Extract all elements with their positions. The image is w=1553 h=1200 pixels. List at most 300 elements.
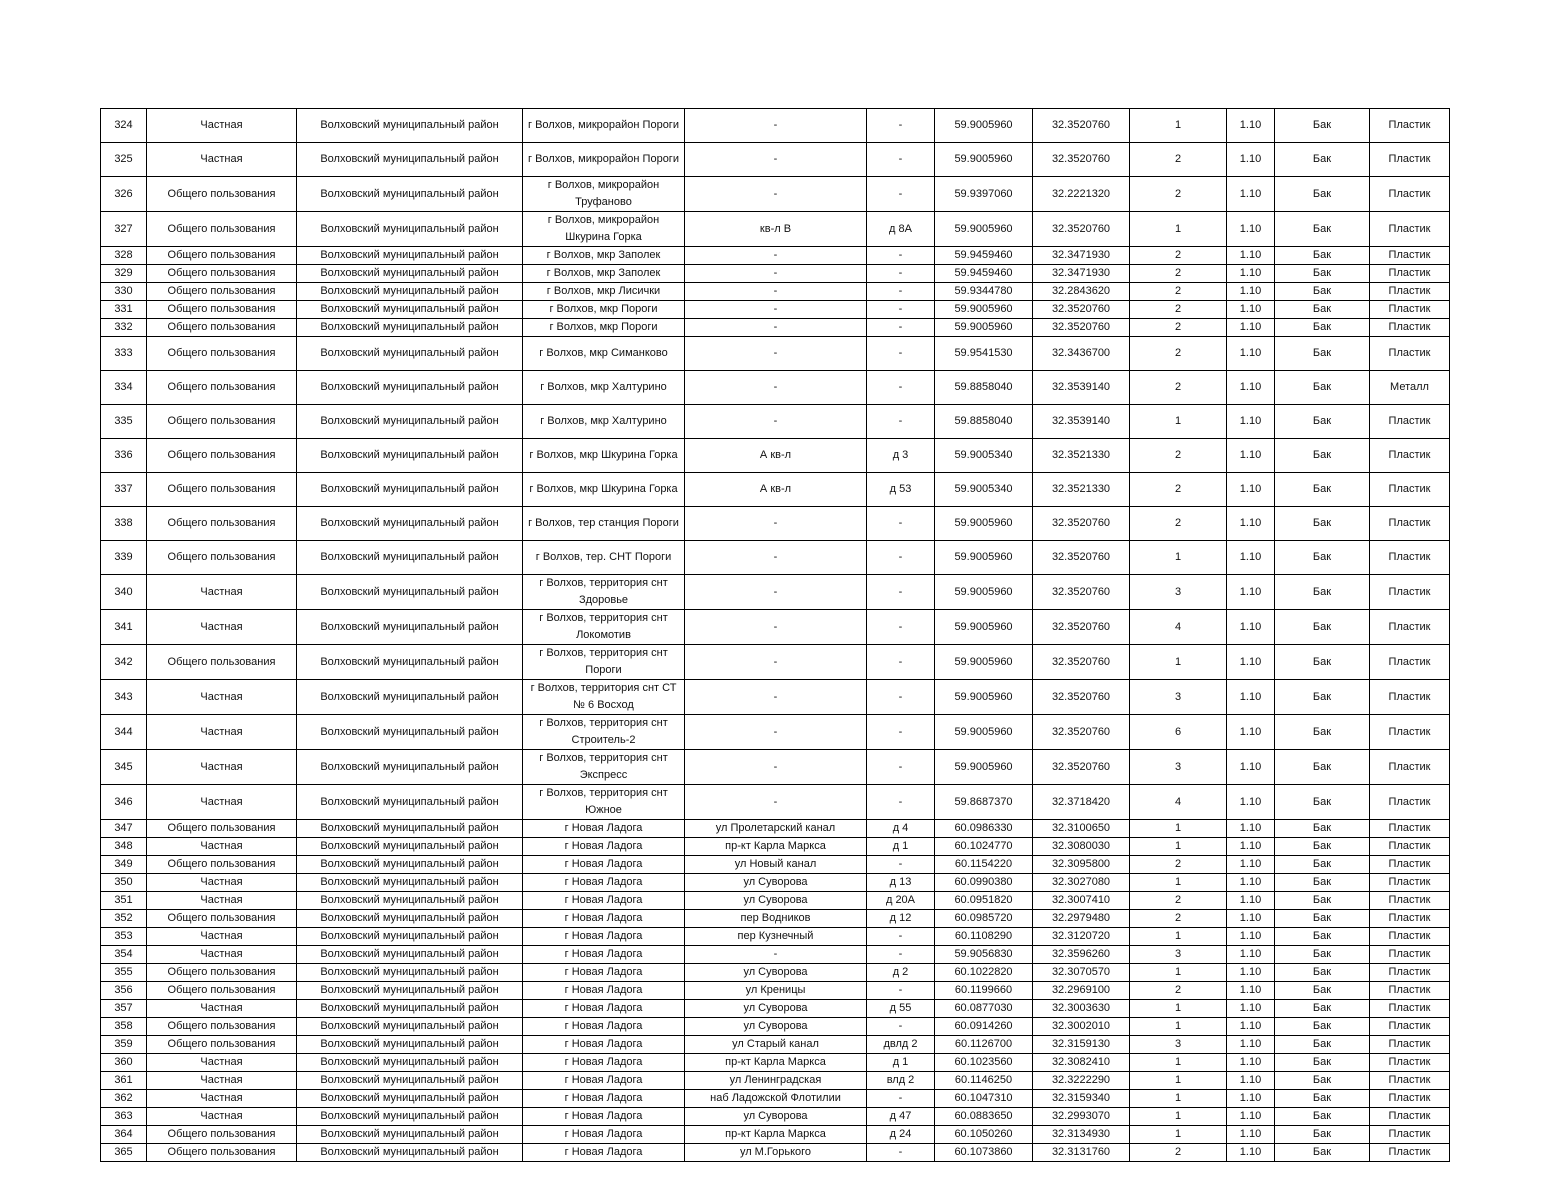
ownership-cell: Общего пользования xyxy=(147,507,297,541)
container-count-cell: 2 xyxy=(1130,247,1227,265)
latitude-cell: 60.1024770 xyxy=(935,838,1033,856)
container-type-cell: Бак xyxy=(1275,177,1370,212)
container-type-cell: Бак xyxy=(1275,1018,1370,1036)
street-cell: кв-л В xyxy=(685,212,867,247)
table-row xyxy=(101,715,1450,750)
locality-cell: г Волхов, мкр Лисички xyxy=(523,283,685,301)
longitude-cell: 32.3520760 xyxy=(1033,715,1130,750)
material-cell: Пластик xyxy=(1370,575,1450,610)
latitude-cell: 59.9005960 xyxy=(935,301,1033,319)
container-count-cell: 1 xyxy=(1130,1072,1227,1090)
street-cell: - xyxy=(685,715,867,750)
row-number-cell: 324 xyxy=(101,109,147,143)
latitude-cell: 59.9005960 xyxy=(935,575,1033,610)
table-row xyxy=(101,109,1450,143)
district-cell: Волховский муниципальный район xyxy=(297,680,523,715)
street-cell: пр-кт Карла Маркса xyxy=(685,1054,867,1072)
latitude-cell: 60.1050260 xyxy=(935,1126,1033,1144)
volume-cell: 1.10 xyxy=(1227,319,1275,337)
ownership-cell: Общего пользования xyxy=(147,856,297,874)
volume-cell: 1.10 xyxy=(1227,785,1275,820)
row-number-cell: 329 xyxy=(101,265,147,283)
container-count-cell: 1 xyxy=(1130,1090,1227,1108)
row-number-cell: 342 xyxy=(101,645,147,680)
house-cell: - xyxy=(867,371,935,405)
container-count-cell: 3 xyxy=(1130,575,1227,610)
table-row xyxy=(101,319,1450,337)
material-cell: Пластик xyxy=(1370,301,1450,319)
volume-cell: 1.10 xyxy=(1227,212,1275,247)
container-type-cell: Бак xyxy=(1275,946,1370,964)
locality-cell: г Волхов, территория снт Экспресс xyxy=(523,750,685,785)
row-number-cell: 339 xyxy=(101,541,147,575)
container-type-cell: Бак xyxy=(1275,785,1370,820)
ownership-cell: Общего пользования xyxy=(147,910,297,928)
container-count-cell: 3 xyxy=(1130,750,1227,785)
latitude-cell: 60.0985720 xyxy=(935,910,1033,928)
district-cell: Волховский муниципальный район xyxy=(297,247,523,265)
locality-cell: г Волхов, территория снт Строитель-2 xyxy=(523,715,685,750)
row-number-cell: 335 xyxy=(101,405,147,439)
district-cell: Волховский муниципальный район xyxy=(297,143,523,177)
material-cell: Пластик xyxy=(1370,283,1450,301)
district-cell: Волховский муниципальный район xyxy=(297,610,523,645)
house-cell: - xyxy=(867,247,935,265)
volume-cell: 1.10 xyxy=(1227,439,1275,473)
district-cell: Волховский муниципальный район xyxy=(297,715,523,750)
house-cell: - xyxy=(867,575,935,610)
container-type-cell: Бак xyxy=(1275,715,1370,750)
table-row xyxy=(101,265,1450,283)
volume-cell: 1.10 xyxy=(1227,680,1275,715)
ownership-cell: Частная xyxy=(147,1090,297,1108)
volume-cell: 1.10 xyxy=(1227,1108,1275,1126)
district-cell: Волховский муниципальный район xyxy=(297,177,523,212)
locality-cell: г Новая Ладога xyxy=(523,1090,685,1108)
latitude-cell: 59.9005960 xyxy=(935,680,1033,715)
ownership-cell: Частная xyxy=(147,1072,297,1090)
longitude-cell: 32.3471930 xyxy=(1033,265,1130,283)
container-count-cell: 3 xyxy=(1130,946,1227,964)
house-cell: - xyxy=(867,645,935,680)
locality-cell: г Новая Ладога xyxy=(523,1072,685,1090)
longitude-cell: 32.2969100 xyxy=(1033,982,1130,1000)
container-type-cell: Бак xyxy=(1275,301,1370,319)
street-cell: - xyxy=(685,265,867,283)
house-cell: влд 2 xyxy=(867,1072,935,1090)
table-row xyxy=(101,1108,1450,1126)
district-cell: Волховский муниципальный район xyxy=(297,874,523,892)
locality-cell: г Волхов, мкр Заполек xyxy=(523,247,685,265)
locality-cell: г Новая Ладога xyxy=(523,982,685,1000)
latitude-cell: 60.1199660 xyxy=(935,982,1033,1000)
table-row xyxy=(101,143,1450,177)
material-cell: Пластик xyxy=(1370,820,1450,838)
latitude-cell: 59.9541530 xyxy=(935,337,1033,371)
district-cell: Волховский муниципальный район xyxy=(297,1054,523,1072)
locality-cell: г Новая Ладога xyxy=(523,820,685,838)
house-cell: д 8А xyxy=(867,212,935,247)
district-cell: Волховский муниципальный район xyxy=(297,1000,523,1018)
material-cell: Пластик xyxy=(1370,680,1450,715)
locality-cell: г Волхов, тер станция Пороги xyxy=(523,507,685,541)
container-type-cell: Бак xyxy=(1275,964,1370,982)
district-cell: Волховский муниципальный район xyxy=(297,1036,523,1054)
table-row xyxy=(101,283,1450,301)
house-cell: - xyxy=(867,680,935,715)
table-row xyxy=(101,439,1450,473)
longitude-cell: 32.3436700 xyxy=(1033,337,1130,371)
house-cell: двлд 2 xyxy=(867,1036,935,1054)
locality-cell: г Волхов, микрорайон Пороги xyxy=(523,109,685,143)
volume-cell: 1.10 xyxy=(1227,645,1275,680)
district-cell: Волховский муниципальный район xyxy=(297,109,523,143)
longitude-cell: 32.3070570 xyxy=(1033,964,1130,982)
latitude-cell: 59.8687370 xyxy=(935,785,1033,820)
container-type-cell: Бак xyxy=(1275,1000,1370,1018)
ownership-cell: Частная xyxy=(147,715,297,750)
district-cell: Волховский муниципальный район xyxy=(297,856,523,874)
street-cell: - xyxy=(685,109,867,143)
table-row xyxy=(101,473,1450,507)
district-cell: Волховский муниципальный район xyxy=(297,982,523,1000)
material-cell: Пластик xyxy=(1370,785,1450,820)
house-cell: д 2 xyxy=(867,964,935,982)
table-row xyxy=(101,892,1450,910)
street-cell: - xyxy=(685,946,867,964)
container-count-cell: 1 xyxy=(1130,1000,1227,1018)
ownership-cell: Частная xyxy=(147,946,297,964)
ownership-cell: Общего пользования xyxy=(147,283,297,301)
district-cell: Волховский муниципальный район xyxy=(297,507,523,541)
house-cell: - xyxy=(867,265,935,283)
row-number-cell: 360 xyxy=(101,1054,147,1072)
locality-cell: г Волхов, микрорайон Труфаново xyxy=(523,177,685,212)
house-cell: - xyxy=(867,177,935,212)
locality-cell: г Волхов, мкр Халтурино xyxy=(523,371,685,405)
ownership-cell: Частная xyxy=(147,874,297,892)
table-row xyxy=(101,247,1450,265)
latitude-cell: 59.9344780 xyxy=(935,283,1033,301)
district-cell: Волховский муниципальный район xyxy=(297,1108,523,1126)
volume-cell: 1.10 xyxy=(1227,1054,1275,1072)
longitude-cell: 32.3520760 xyxy=(1033,645,1130,680)
ownership-cell: Общего пользования xyxy=(147,337,297,371)
volume-cell: 1.10 xyxy=(1227,301,1275,319)
row-number-cell: 359 xyxy=(101,1036,147,1054)
volume-cell: 1.10 xyxy=(1227,1036,1275,1054)
volume-cell: 1.10 xyxy=(1227,1000,1275,1018)
ownership-cell: Частная xyxy=(147,1000,297,1018)
volume-cell: 1.10 xyxy=(1227,575,1275,610)
row-number-cell: 358 xyxy=(101,1018,147,1036)
longitude-cell: 32.3520760 xyxy=(1033,109,1130,143)
district-cell: Волховский муниципальный район xyxy=(297,910,523,928)
house-cell: д 55 xyxy=(867,1000,935,1018)
material-cell: Пластик xyxy=(1370,856,1450,874)
street-cell: - xyxy=(685,785,867,820)
locality-cell: г Новая Ладога xyxy=(523,964,685,982)
house-cell: - xyxy=(867,750,935,785)
table-row xyxy=(101,1018,1450,1036)
volume-cell: 1.10 xyxy=(1227,1126,1275,1144)
table-row xyxy=(101,1144,1450,1162)
street-cell: - xyxy=(685,645,867,680)
material-cell: Металл xyxy=(1370,371,1450,405)
row-number-cell: 336 xyxy=(101,439,147,473)
longitude-cell: 32.3539140 xyxy=(1033,371,1130,405)
container-type-cell: Бак xyxy=(1275,283,1370,301)
ownership-cell: Частная xyxy=(147,610,297,645)
ownership-cell: Общего пользования xyxy=(147,265,297,283)
district-cell: Волховский муниципальный район xyxy=(297,946,523,964)
material-cell: Пластик xyxy=(1370,109,1450,143)
container-type-cell: Бак xyxy=(1275,928,1370,946)
ownership-cell: Общего пользования xyxy=(147,247,297,265)
latitude-cell: 59.9459460 xyxy=(935,265,1033,283)
street-cell: - xyxy=(685,541,867,575)
table-row xyxy=(101,1090,1450,1108)
table-row xyxy=(101,982,1450,1000)
container-type-cell: Бак xyxy=(1275,1072,1370,1090)
longitude-cell: 32.3134930 xyxy=(1033,1126,1130,1144)
container-type-cell: Бак xyxy=(1275,575,1370,610)
volume-cell: 1.10 xyxy=(1227,856,1275,874)
table-row xyxy=(101,337,1450,371)
longitude-cell: 32.2221320 xyxy=(1033,177,1130,212)
longitude-cell: 32.3095800 xyxy=(1033,856,1130,874)
house-cell: - xyxy=(867,928,935,946)
latitude-cell: 60.0986330 xyxy=(935,820,1033,838)
material-cell: Пластик xyxy=(1370,439,1450,473)
row-number-cell: 332 xyxy=(101,319,147,337)
table-row xyxy=(101,177,1450,212)
row-number-cell: 325 xyxy=(101,143,147,177)
material-cell: Пластик xyxy=(1370,874,1450,892)
row-number-cell: 347 xyxy=(101,820,147,838)
latitude-cell: 60.0877030 xyxy=(935,1000,1033,1018)
latitude-cell: 60.1047310 xyxy=(935,1090,1033,1108)
container-count-cell: 2 xyxy=(1130,371,1227,405)
ownership-cell: Частная xyxy=(147,109,297,143)
house-cell: д 12 xyxy=(867,910,935,928)
street-cell: ул Суворова xyxy=(685,1108,867,1126)
row-number-cell: 348 xyxy=(101,838,147,856)
material-cell: Пластик xyxy=(1370,337,1450,371)
ownership-cell: Частная xyxy=(147,928,297,946)
row-number-cell: 327 xyxy=(101,212,147,247)
longitude-cell: 32.3718420 xyxy=(1033,785,1130,820)
locality-cell: г Новая Ладога xyxy=(523,874,685,892)
container-type-cell: Бак xyxy=(1275,212,1370,247)
longitude-cell: 32.3471930 xyxy=(1033,247,1130,265)
material-cell: Пластик xyxy=(1370,1072,1450,1090)
street-cell: - xyxy=(685,247,867,265)
table-row xyxy=(101,750,1450,785)
row-number-cell: 363 xyxy=(101,1108,147,1126)
locality-cell: г Волхов, территория снт Локомотив xyxy=(523,610,685,645)
row-number-cell: 361 xyxy=(101,1072,147,1090)
container-count-cell: 4 xyxy=(1130,610,1227,645)
latitude-cell: 59.9005960 xyxy=(935,645,1033,680)
volume-cell: 1.10 xyxy=(1227,405,1275,439)
latitude-cell: 59.8858040 xyxy=(935,405,1033,439)
material-cell: Пластик xyxy=(1370,1108,1450,1126)
street-cell: ул Суворова xyxy=(685,1018,867,1036)
locality-cell: г Новая Ладога xyxy=(523,910,685,928)
street-cell: - xyxy=(685,143,867,177)
locality-cell: г Новая Ладога xyxy=(523,1144,685,1162)
house-cell: д 24 xyxy=(867,1126,935,1144)
locality-cell: г Волхов, мкр Шкурина Горка xyxy=(523,439,685,473)
container-count-cell: 1 xyxy=(1130,1126,1227,1144)
table-row xyxy=(101,680,1450,715)
street-cell: А кв-л xyxy=(685,439,867,473)
container-type-cell: Бак xyxy=(1275,1108,1370,1126)
table-row xyxy=(101,910,1450,928)
district-cell: Волховский муниципальный район xyxy=(297,1018,523,1036)
latitude-cell: 59.9005340 xyxy=(935,439,1033,473)
container-type-cell: Бак xyxy=(1275,750,1370,785)
latitude-cell: 59.9005960 xyxy=(935,715,1033,750)
container-type-cell: Бак xyxy=(1275,856,1370,874)
latitude-cell: 60.1108290 xyxy=(935,928,1033,946)
ownership-cell: Общего пользования xyxy=(147,982,297,1000)
locality-cell: г Волхов, мкр Заполек xyxy=(523,265,685,283)
street-cell: - xyxy=(685,680,867,715)
house-cell: - xyxy=(867,405,935,439)
locality-cell: г Новая Ладога xyxy=(523,928,685,946)
ownership-cell: Общего пользования xyxy=(147,301,297,319)
table-row xyxy=(101,1072,1450,1090)
container-type-cell: Бак xyxy=(1275,1036,1370,1054)
ownership-cell: Общего пользования xyxy=(147,212,297,247)
table-row xyxy=(101,946,1450,964)
ownership-cell: Общего пользования xyxy=(147,1144,297,1162)
latitude-cell: 60.1023560 xyxy=(935,1054,1033,1072)
container-count-cell: 3 xyxy=(1130,680,1227,715)
latitude-cell: 59.9005960 xyxy=(935,507,1033,541)
container-count-cell: 2 xyxy=(1130,143,1227,177)
latitude-cell: 60.1146250 xyxy=(935,1072,1033,1090)
table-row xyxy=(101,856,1450,874)
row-number-cell: 364 xyxy=(101,1126,147,1144)
ownership-cell: Частная xyxy=(147,143,297,177)
material-cell: Пластик xyxy=(1370,964,1450,982)
table-row xyxy=(101,405,1450,439)
material-cell: Пластик xyxy=(1370,1036,1450,1054)
latitude-cell: 60.1154220 xyxy=(935,856,1033,874)
street-cell: ул М.Горького xyxy=(685,1144,867,1162)
district-cell: Волховский муниципальный район xyxy=(297,750,523,785)
district-cell: Волховский муниципальный район xyxy=(297,928,523,946)
container-count-cell: 4 xyxy=(1130,785,1227,820)
house-cell: - xyxy=(867,507,935,541)
street-cell: - xyxy=(685,371,867,405)
container-count-cell: 2 xyxy=(1130,507,1227,541)
locality-cell: г Волхов, мкр Пороги xyxy=(523,301,685,319)
table-row xyxy=(101,1036,1450,1054)
district-cell: Волховский муниципальный район xyxy=(297,892,523,910)
volume-cell: 1.10 xyxy=(1227,473,1275,507)
material-cell: Пластик xyxy=(1370,1144,1450,1162)
volume-cell: 1.10 xyxy=(1227,946,1275,964)
material-cell: Пластик xyxy=(1370,928,1450,946)
ownership-cell: Частная xyxy=(147,892,297,910)
material-cell: Пластик xyxy=(1370,473,1450,507)
volume-cell: 1.10 xyxy=(1227,1018,1275,1036)
latitude-cell: 60.0951820 xyxy=(935,892,1033,910)
latitude-cell: 59.9005960 xyxy=(935,143,1033,177)
locality-cell: г Волхов, тер. СНТ Пороги xyxy=(523,541,685,575)
longitude-cell: 32.3520760 xyxy=(1033,212,1130,247)
container-type-cell: Бак xyxy=(1275,1090,1370,1108)
container-type-cell: Бак xyxy=(1275,143,1370,177)
container-type-cell: Бак xyxy=(1275,645,1370,680)
container-count-cell: 2 xyxy=(1130,910,1227,928)
longitude-cell: 32.3003630 xyxy=(1033,1000,1130,1018)
table-row xyxy=(101,964,1450,982)
container-type-cell: Бак xyxy=(1275,1144,1370,1162)
longitude-cell: 32.3222290 xyxy=(1033,1072,1130,1090)
ownership-cell: Общего пользования xyxy=(147,439,297,473)
district-cell: Волховский муниципальный район xyxy=(297,785,523,820)
volume-cell: 1.10 xyxy=(1227,1090,1275,1108)
volume-cell: 1.10 xyxy=(1227,1072,1275,1090)
row-number-cell: 333 xyxy=(101,337,147,371)
row-number-cell: 344 xyxy=(101,715,147,750)
row-number-cell: 334 xyxy=(101,371,147,405)
longitude-cell: 32.3520760 xyxy=(1033,680,1130,715)
table-row xyxy=(101,874,1450,892)
container-count-cell: 1 xyxy=(1130,405,1227,439)
district-cell: Волховский муниципальный район xyxy=(297,337,523,371)
material-cell: Пластик xyxy=(1370,405,1450,439)
street-cell: ул Суворова xyxy=(685,892,867,910)
house-cell: - xyxy=(867,856,935,874)
container-count-cell: 2 xyxy=(1130,856,1227,874)
house-cell: д 20А xyxy=(867,892,935,910)
latitude-cell: 59.9397060 xyxy=(935,177,1033,212)
latitude-cell: 60.0990380 xyxy=(935,874,1033,892)
longitude-cell: 32.3080030 xyxy=(1033,838,1130,856)
house-cell: - xyxy=(867,1090,935,1108)
material-cell: Пластик xyxy=(1370,507,1450,541)
house-cell: д 3 xyxy=(867,439,935,473)
container-count-cell: 2 xyxy=(1130,1144,1227,1162)
material-cell: Пластик xyxy=(1370,1018,1450,1036)
street-cell: ул Новый канал xyxy=(685,856,867,874)
longitude-cell: 32.3520760 xyxy=(1033,575,1130,610)
row-number-cell: 337 xyxy=(101,473,147,507)
district-cell: Волховский муниципальный район xyxy=(297,645,523,680)
longitude-cell: 32.3520760 xyxy=(1033,507,1130,541)
locality-cell: г Новая Ладога xyxy=(523,1108,685,1126)
house-cell: д 13 xyxy=(867,874,935,892)
district-cell: Волховский муниципальный район xyxy=(297,319,523,337)
locality-cell: г Новая Ладога xyxy=(523,1018,685,1036)
locality-cell: г Новая Ладога xyxy=(523,946,685,964)
longitude-cell: 32.3159340 xyxy=(1033,1090,1130,1108)
district-cell: Волховский муниципальный район xyxy=(297,1126,523,1144)
ownership-cell: Частная xyxy=(147,785,297,820)
latitude-cell: 60.1126700 xyxy=(935,1036,1033,1054)
material-cell: Пластик xyxy=(1370,750,1450,785)
material-cell: Пластик xyxy=(1370,1090,1450,1108)
material-cell: Пластик xyxy=(1370,910,1450,928)
row-number-cell: 351 xyxy=(101,892,147,910)
container-count-cell: 1 xyxy=(1130,212,1227,247)
